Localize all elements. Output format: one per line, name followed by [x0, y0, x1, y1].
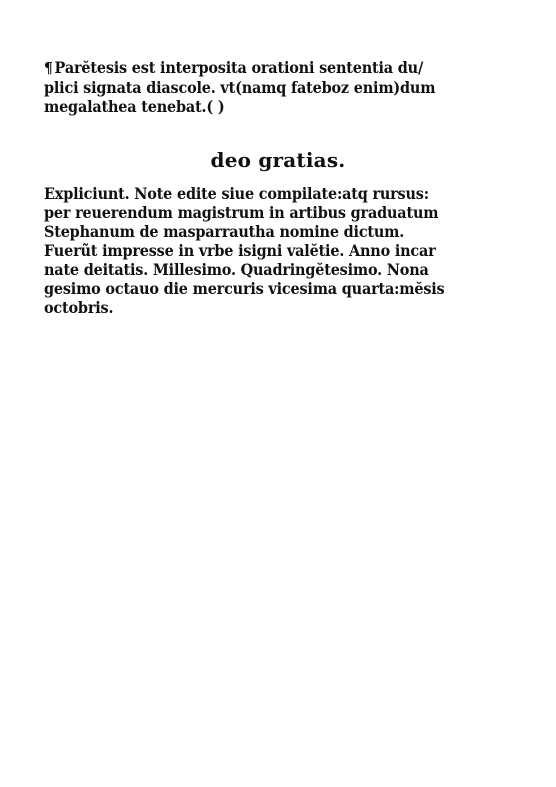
parenthesis-paragraph [44, 58, 434, 116]
text-line: gesimo octauo die mercuris vicesima quarta:mĕsis [44, 279, 445, 298]
text-line: nate deitatis. Millesimo. Quadringĕtesimo. Nona [44, 260, 429, 279]
line-text: Parĕtesis est interposita orationi sententia du/ [54, 58, 424, 77]
text-line [44, 58, 424, 78]
text-line: per reuerendum magistrum in artibus graduatum [44, 203, 439, 222]
text-line: plici signata diascole. vt(namq fateboz enim)dum [44, 78, 436, 97]
text-line: Expliciunt. Note edite siue compilate:atq rursus: [44, 184, 429, 203]
text-line: Stephanum de masparrautha nomine dictum. [44, 222, 405, 241]
text-line: octobris. [44, 298, 114, 317]
pilcrow-mark: ¶ [44, 59, 53, 77]
text-line: Fuerũt impresse in vrbe isigni valĕtie. Anno incar [44, 241, 436, 260]
text-line: megalathea tenebat.( ) [44, 97, 225, 116]
deo-gratias-heading: deo gratias. [210, 148, 346, 172]
colophon-paragraph [44, 184, 445, 317]
